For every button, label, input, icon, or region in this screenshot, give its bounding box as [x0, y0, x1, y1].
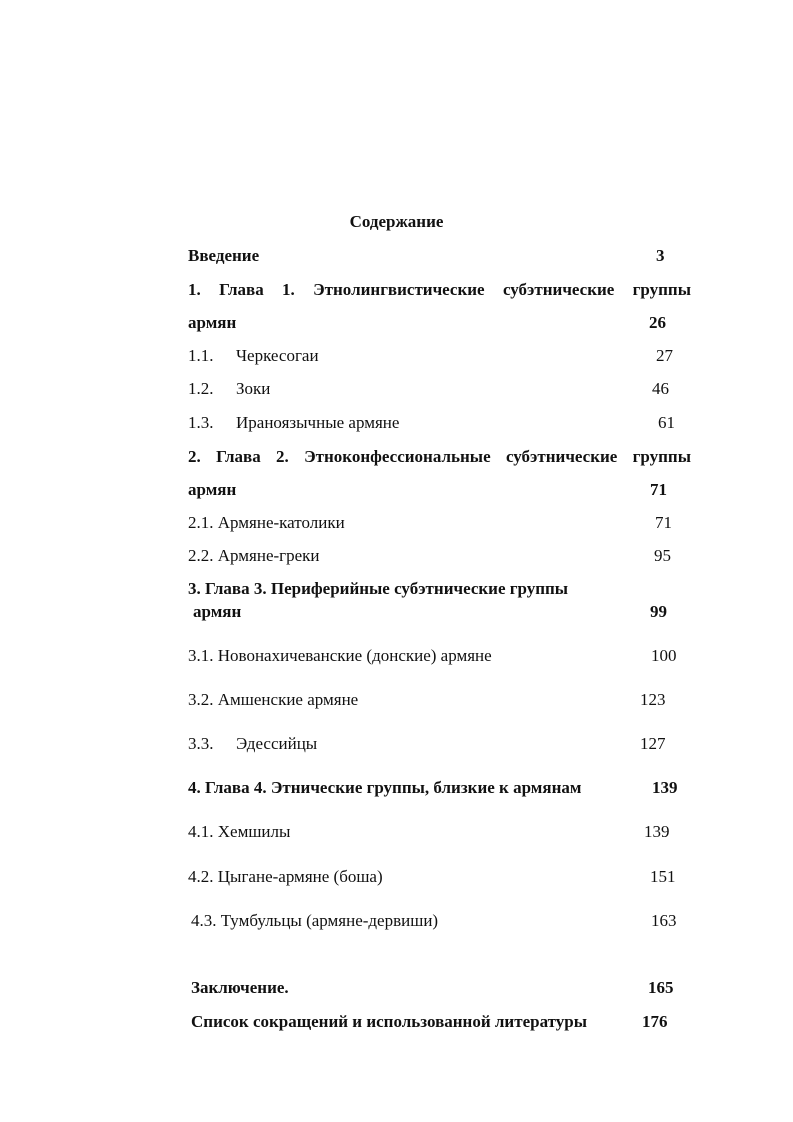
toc-section-3-3: [188, 734, 317, 754]
toc-section-1-3: [188, 413, 399, 433]
toc-section-1-2: [188, 379, 270, 399]
toc-section-1-1: [188, 346, 319, 366]
toc-bibliography-label: Список сокращений и использованной литературы: [191, 1012, 587, 1031]
toc-chapter-1-page: 26: [649, 313, 666, 332]
toc-chapter-2-title-cont: армян: [188, 480, 237, 499]
toc-section-4-3-label: 4.3. Тумбульцы (армяне-дервиши): [191, 911, 439, 930]
toc-section-1-2-page: 46: [652, 379, 669, 398]
toc-section-4-2-page: 151: [650, 867, 676, 886]
toc-section-4-3-page: 163: [651, 911, 677, 930]
toc-conclusion-label: Заключение.: [191, 978, 289, 997]
toc-section-3-3-label: Эдессийцы: [236, 734, 318, 753]
toc-section-2-2-page: 95: [654, 546, 671, 565]
toc-section-3-3-number: 3.3.: [188, 734, 214, 753]
toc-section-1-3-page: 61: [658, 413, 675, 432]
toc-section-1-2-number: 1.2.: [188, 379, 214, 398]
toc-section-1-1-page: 27: [656, 346, 673, 365]
toc-section-1-2-label: Зоки: [236, 379, 271, 398]
page-title: Содержание: [349, 212, 444, 231]
toc-section-3-2-label: 3.2. Амшенские армяне: [188, 690, 359, 709]
toc-chapter-1-title: 1. Глава 1. Этнолингвистические субэтнические группы: [188, 280, 691, 299]
toc-section-1-3-label: Ираноязычные армяне: [236, 413, 400, 432]
toc-chapter-3-title: 3. Глава 3. Периферийные субэтнические группы: [188, 579, 569, 598]
toc-section-4-2-label: 4.2. Цыгане-армяне (боша): [188, 867, 383, 886]
toc-chapter-3-page: 99: [650, 602, 667, 621]
toc-bibliography-page: 176: [642, 1012, 668, 1031]
toc-section-4-1-label: 4.1. Хемшилы: [188, 822, 291, 841]
toc-section-3-1-label: 3.1. Новонахичеванские (донские) армяне: [188, 646, 492, 665]
toc-conclusion-page: 165: [648, 978, 674, 997]
toc-chapter-4-page: 139: [652, 778, 678, 797]
toc-chapter-2-page: 71: [650, 480, 667, 499]
toc-intro-page: 3: [656, 246, 665, 265]
toc-section-3-1-page: 100: [651, 646, 677, 665]
toc-section-2-1-page: 71: [655, 513, 672, 532]
toc-section-1-1-number: 1.1.: [188, 346, 214, 365]
toc-chapter-1-title-cont: армян: [188, 313, 237, 332]
toc-intro-label: Введение: [188, 246, 260, 265]
toc-section-3-2-page: 123: [640, 690, 666, 709]
toc-section-2-2-label: 2.2. Армяне-греки: [188, 546, 320, 565]
toc-section-1-1-label: Черкесогаи: [236, 346, 319, 365]
toc-section-1-3-number: 1.3.: [188, 413, 214, 432]
toc-section-4-1-page: 139: [644, 822, 670, 841]
toc-chapter-2-title: 2. Глава 2. Этноконфессиональные субэтнические группы: [188, 447, 691, 466]
toc-chapter-3-title-cont: армян: [193, 602, 242, 621]
toc-section-2-1-label: 2.1. Армяне-католики: [188, 513, 345, 532]
toc-section-3-3-page: 127: [640, 734, 666, 753]
toc-chapter-4-title: 4. Глава 4. Этнические группы, близкие к армянам: [188, 778, 582, 797]
